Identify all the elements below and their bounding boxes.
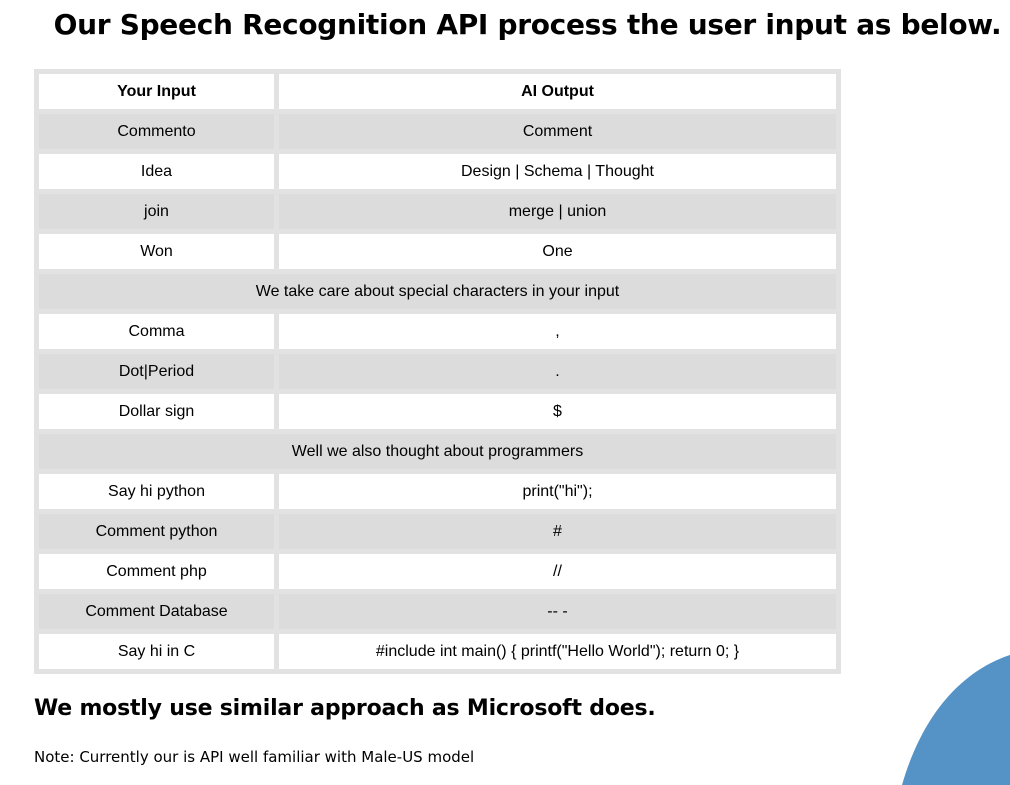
table-row [39,354,836,389]
output-cell: , [279,314,836,349]
input-cell: Comma [39,314,274,349]
input-cell: Comment Database [39,594,274,629]
input-cell: Comment python [39,514,274,549]
table-body [39,114,836,669]
model-note: Note: Currently our is API well familiar with Male-US model [34,748,475,766]
output-cell: Design | Schema | Thought [279,154,836,189]
speech-io-table-container [34,69,841,674]
input-cell: Say hi in C [39,634,274,669]
table-row [39,554,836,589]
input-cell: Say hi python [39,474,274,509]
decorative-corner-shape [895,650,1010,785]
section-row [39,274,836,309]
output-cell: . [279,354,836,389]
header-your-input: Your Input [39,74,274,109]
output-cell: $ [279,394,836,429]
input-cell: Comment php [39,554,274,589]
output-cell: Comment [279,114,836,149]
input-cell: Dollar sign [39,394,274,429]
table-row [39,194,836,229]
table-row [39,154,836,189]
table-row [39,474,836,509]
page-title: Our Speech Recognition API process the user input as below. [53,8,1002,41]
table-row [39,634,836,669]
input-cell: join [39,194,274,229]
bottom-heading: We mostly use similar approach as Microsoft does. [34,696,656,721]
input-cell: Commento [39,114,274,149]
output-cell: One [279,234,836,269]
table-row [39,594,836,629]
section-row [39,434,836,469]
input-cell: Won [39,234,274,269]
output-cell: #include int main() { printf("Hello World"); return 0; } [279,634,836,669]
table-header-row [39,74,836,109]
output-cell: // [279,554,836,589]
section-label: We take care about special characters in your input [39,274,836,309]
output-cell: merge | union [279,194,836,229]
table-row [39,314,836,349]
speech-io-table [34,69,841,674]
input-cell: Dot|Period [39,354,274,389]
table-row [39,394,836,429]
output-cell: -- - [279,594,836,629]
section-label: Well we also thought about programmers [39,434,836,469]
table-row [39,514,836,549]
input-cell: Idea [39,154,274,189]
table-row [39,114,836,149]
output-cell: print("hi"); [279,474,836,509]
header-ai-output: AI Output [279,74,836,109]
table-row [39,234,836,269]
output-cell: # [279,514,836,549]
